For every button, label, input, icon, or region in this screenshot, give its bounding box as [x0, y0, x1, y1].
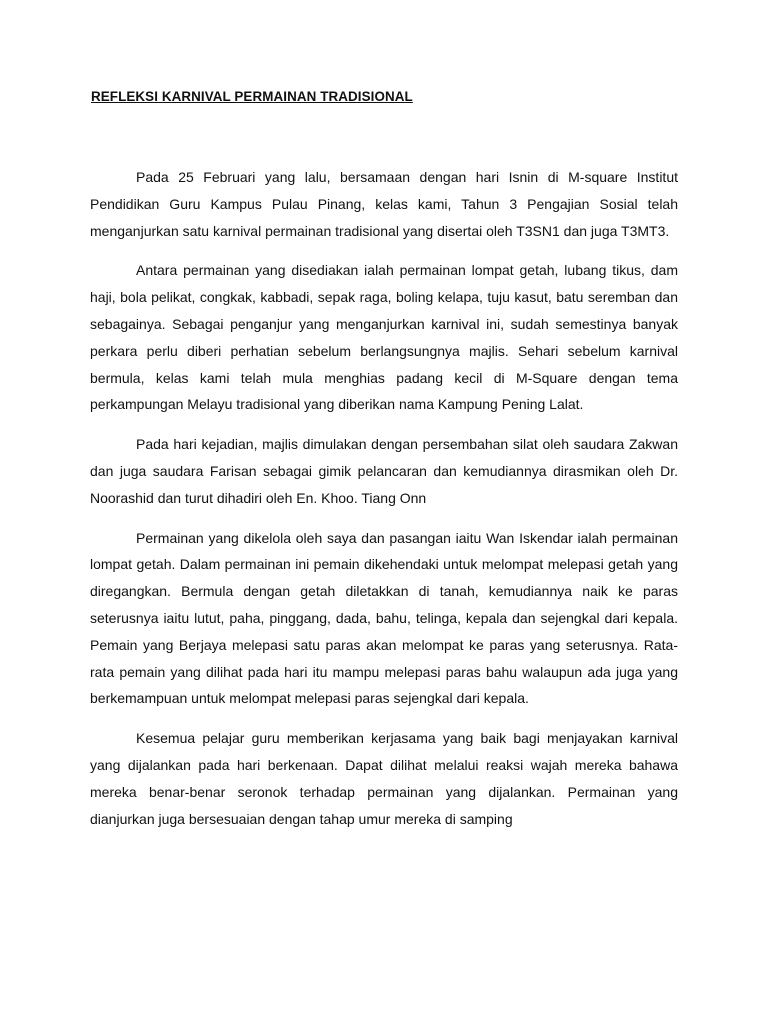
paragraph-2: Antara permainan yang disediakan ialah permainan lompat getah, lubang tikus, dam haji, bola pelikat, congkak, kabbadi, sepak raga, boling kelapa, tuju kasut, batu seremban dan sebagainya. Sebagai penganjur yang menganjurkan karnival ini, sudah semestinya banyak perkara perlu diberi perhatian sebelum berlangsungnya majlis. Sehari sebelum karnival bermula, kelas kami telah mula menghias padang kecil di M-Square dengan tema perkampungan Melayu tradisional yang diberikan nama Kampung Pening Lalat. [90, 262, 678, 413]
paragraph-5: Kesemua pelajar guru memberikan kerjasama yang baik bagi menjayakan karnival yang dijalankan pada hari berkenaan. Dapat dilihat melalui reaksi wajah mereka bahawa mereka benar-benar seronok terhadap permainan yang dijalankan. Permainan yang dianjurkan juga bersesuaian dengan tahap umur mereka di samping [90, 730, 678, 827]
paragraph-4: Permainan yang dikelola oleh saya dan pasangan iaitu Wan Iskendar ialah permainan lompat getah. Dalam permainan ini pemain dikehendaki untuk melompat melepasi getah yang diregangkan. Bermula dengan getah diletakkan di tanah, kemudiannya naik ke paras seterusnya iaitu lutut, paha, pinggang, dada, bahu, telinga, kepala dan sejengkal dari kepala. Pemain yang Berjaya melepasi satu paras akan melompat ke paras yang seterusnya. Rata-rata pemain yang dilihat pada hari itu mampu melepasi paras bahu walaupun ada juga yang berkemampuan untuk melompat melepasi paras sejengkal dari kepala. [90, 529, 678, 707]
paragraph-1: Pada 25 Februari yang lalu, bersamaan dengan hari Isnin di M-square Institut Pendidikan Guru Kampus Pulau Pinang, kelas kami, Tahun 3 Pengajian Sosial telah menganjurkan satu karnival permainan tradisional yang disertai oleh T3SN1 dan juga T3MT3. [90, 169, 678, 239]
paragraph-3: Pada hari kejadian, majlis dimulakan dengan persembahan silat oleh saudara Zakwan dan juga saudara Farisan sebagai gimik pelancaran dan kemudiannya dirasmikan oleh Dr. Noorashid dan turut dihadiri oleh En. Khoo. Tiang Onn [90, 436, 678, 506]
document-title: REFLEKSI KARNIVAL PERMAINAN TRADISIONAL [91, 89, 413, 104]
document-body [90, 164, 678, 845]
